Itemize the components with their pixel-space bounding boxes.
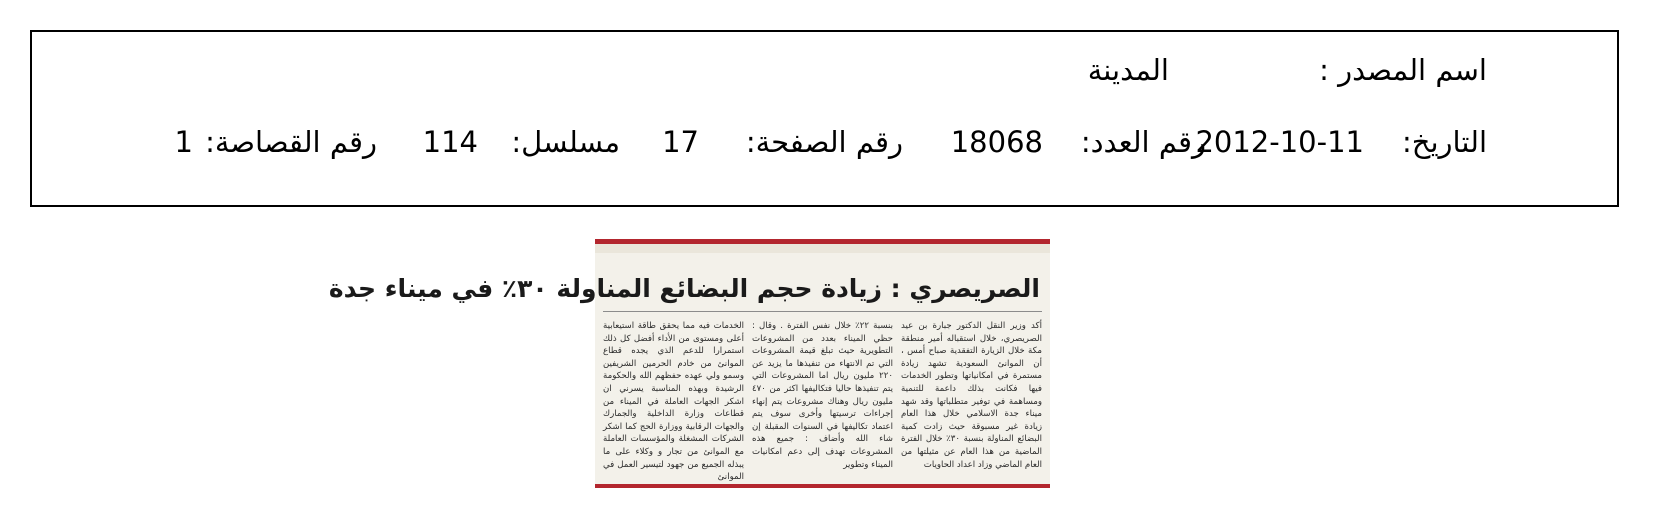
- source-label: اسم المصدر :: [1319, 53, 1487, 87]
- article-column-1: أكد وزير النقل الدكتور جبارة بن عيد الصريصري، خلال استقباله أمير منطقة مكة خلال الزيارة التفقدية صباح أمس ، أن الموانئ السعودية تشهد زيادة مستمرة في امكانياتها وتطور الخدمات فيها فكانت بذلك داعمة للتنمية ومساهمة في توفير متطلباتها وقد شهد ميناء جدة الاسلامي خلال هذا العام زيادة غير مسبوقة حيث زادت كمية البضائع المناولة بنسبة ٣٠٪ خلال الفترة الماضية من هذا العام عن مثيلتها من العام الماضي وزاد اعداد الحاويات: [901, 321, 1042, 470]
- page-value: 17: [662, 125, 699, 159]
- article-column-3: الخدمات فيه مما يحقق طاقة استيعابية أعلى ومستوى من الأداء أفضل كل ذلك استمرارا للدعم الذي يجده قطاع الموانئ من خادم الحرمين الشريفين وسمو ولي عهده حفظهم الله والحكومة الرشيدة وبهذه المناسبة يسرني ان اشكر الجهات العاملة في الميناء من قطاعات وزارة الداخلية والجمارك والجهات الرقابية ووزارة الحج كما اشكر الشركات المشغلة والمؤسسات العاملة مع الموانئ من تجار و وكلاء على ما يبذله الجميع من جهود لتيسير العمل في الموانئ: [603, 321, 744, 483]
- issue-value: 18068: [950, 125, 1043, 159]
- date-label: التاريخ:: [1401, 125, 1487, 159]
- serial-value: 114: [422, 125, 478, 159]
- page-label: رقم الصفحة:: [745, 125, 903, 159]
- clipping-top-strip: [595, 244, 1050, 253]
- article-column-2: بنسبة ٢٢٪ خلال نفس الفترة . وقال : حظي الميناء بعدد من المشروعات التطويرية حيث تبلغ قيمة المشروعات التي تم الانتهاء من تنفيذها ما يزيد عن ٢٢٠ مليون ريال اما المشروعات التي يتم تنفيذها حاليا فتكاليفها اكثر من ٤٧٠ مليون ريال وهناك مشروعات يتم إنهاء إجراءات ترسيتها وأخرى سوف يتم اعتماد تكاليفها في السنوات المقبلة إن شاء الله وأضاف : جميع هذه المشروعات تهدف إلى دعم امكانيات الميناء وتطوير: [752, 321, 893, 470]
- date-value: 2012-10-11: [1195, 125, 1364, 159]
- headline-divider: [603, 311, 1042, 312]
- clipping-info-header: [30, 30, 1619, 207]
- source-value: المدينة: [1087, 53, 1169, 87]
- clip-number-value: 1: [174, 125, 193, 159]
- newspaper-clipping: [328, 239, 1050, 488]
- article-columns: [603, 320, 1042, 483]
- serial-label: مسلسل:: [511, 125, 620, 159]
- clipping-headline: الصريصري : زيادة حجم البضائع المناولة ٣٠٪ في ميناء جدة: [328, 274, 1040, 303]
- clip-number-label: رقم القصاصة:: [205, 125, 377, 159]
- issue-label: رقم العدد:: [1080, 125, 1206, 159]
